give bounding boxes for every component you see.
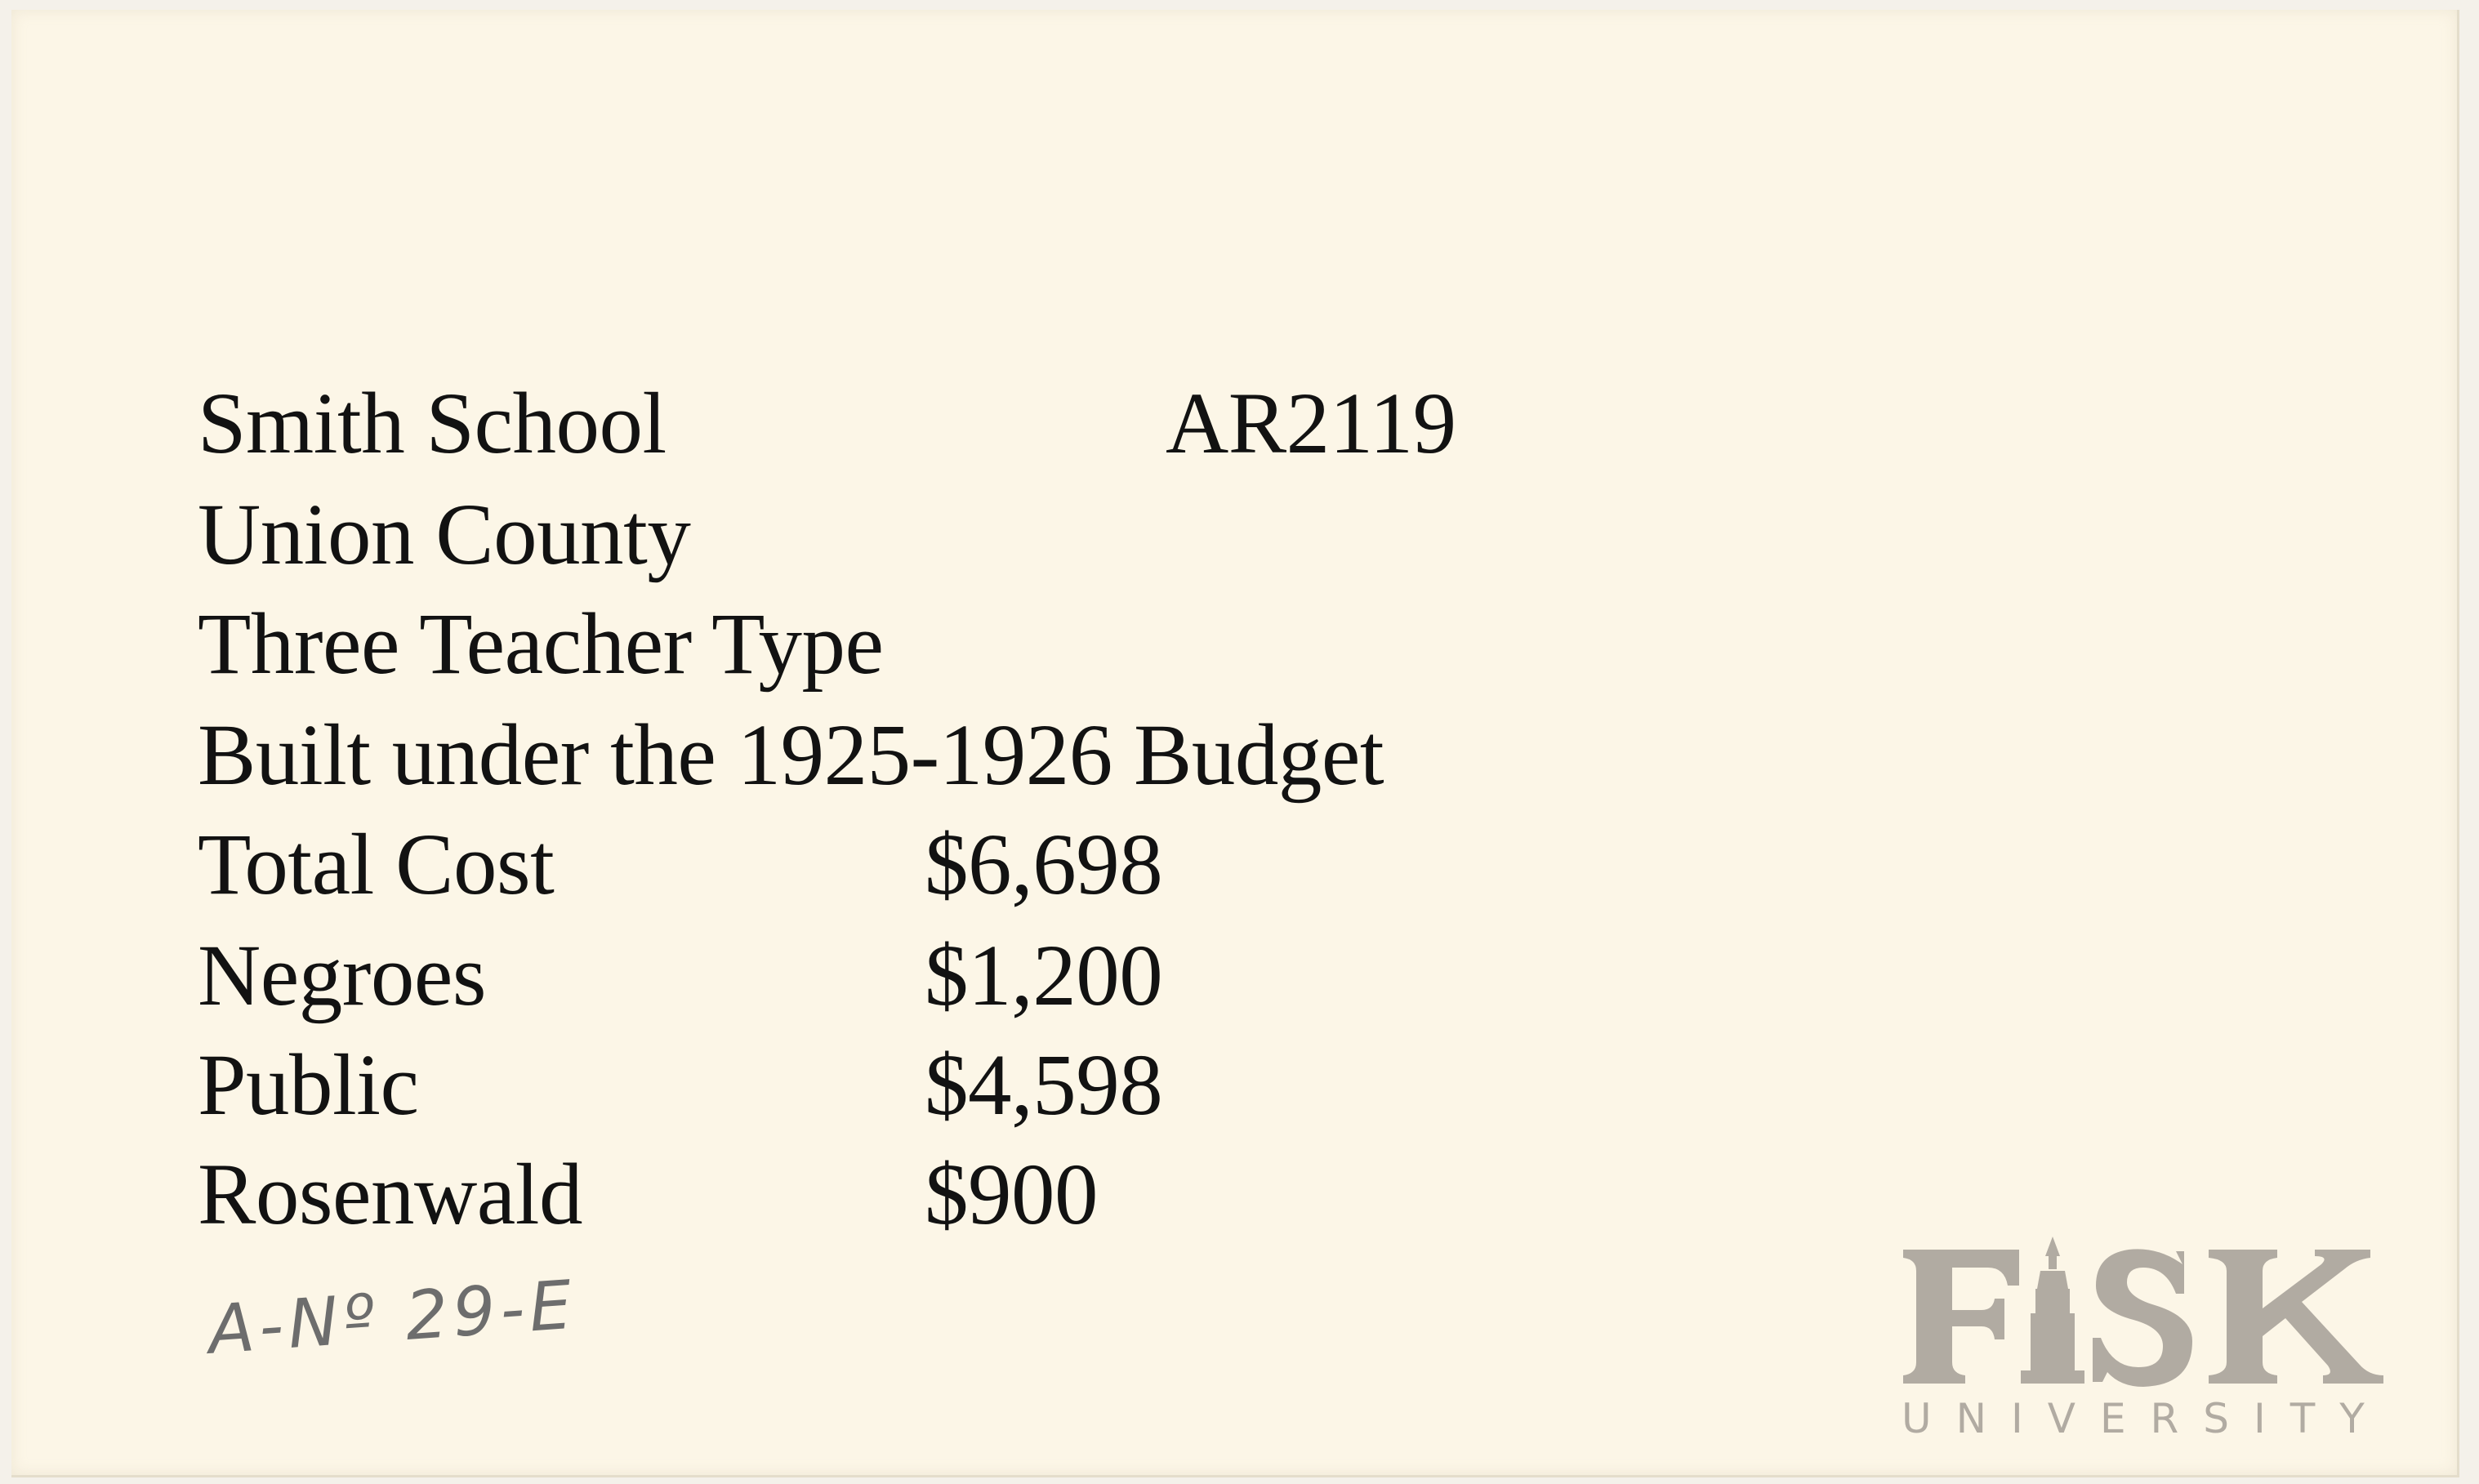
handwritten-catalog-note: A-Nº 29-E: [206, 1266, 579, 1370]
cost-value-negroes: $1,200: [925, 928, 1163, 1024]
cost-label-negroes: Negroes: [198, 928, 487, 1024]
cost-value-total: $6,698: [925, 817, 1163, 913]
cost-label-public: Public: [198, 1037, 419, 1134]
fisk-wordmark: [1897, 1232, 2419, 1395]
logo-subtitle: UNIVERSITY: [1902, 1395, 2389, 1442]
cost-value-public: $4,598: [925, 1037, 1163, 1134]
cost-value-rosenwald: $900: [925, 1147, 1098, 1243]
fisk-university-logo: [1897, 1232, 2419, 1444]
budget-line: Built under the 1925-1926 Budget: [198, 707, 1384, 804]
cost-label-rosenwald: Rosenwald: [198, 1147, 582, 1243]
school-name: Smith School: [198, 376, 667, 472]
school-type-line: Three Teacher Type: [198, 596, 884, 693]
cost-label-total: Total Cost: [198, 817, 555, 913]
record-id: AR2119: [1166, 376, 1456, 472]
county-line: Union County: [198, 487, 691, 583]
